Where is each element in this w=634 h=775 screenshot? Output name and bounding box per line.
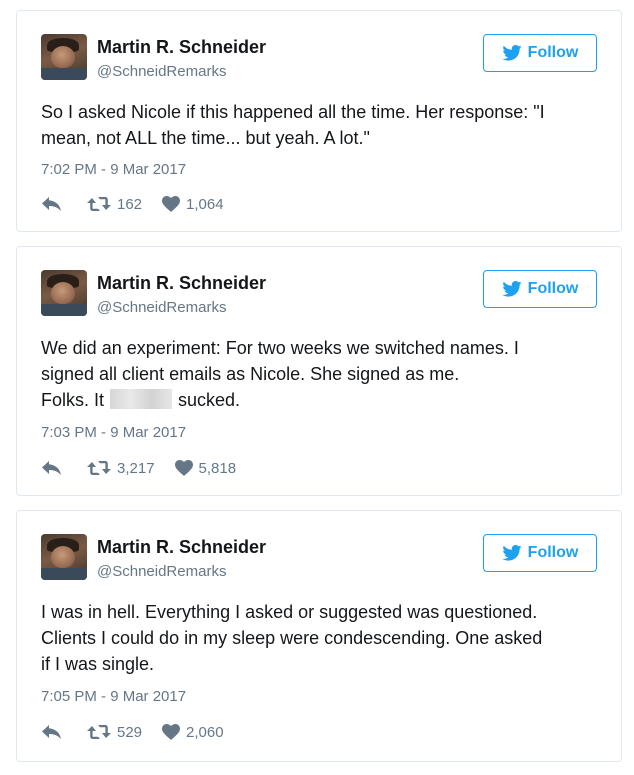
follow-button[interactable] — [483, 34, 597, 72]
follow-button[interactable] — [483, 270, 597, 308]
like-count: 5,818 — [198, 459, 237, 477]
retweet-count: 3,217 — [117, 459, 155, 477]
retweet-icon — [87, 723, 111, 741]
tweet-actions — [41, 721, 224, 743]
reply-icon[interactable] — [41, 723, 63, 741]
tweet-text-line: We did an experiment: For two weeks we switched names. I — [41, 338, 519, 358]
tweet-timestamp[interactable]: 7:03 PM - 9 Mar 2017 — [41, 424, 187, 441]
tweet-text-line — [41, 387, 601, 413]
follow-label: Follow — [527, 280, 579, 297]
avatar[interactable] — [41, 270, 87, 316]
retweet-button[interactable] — [87, 195, 142, 213]
tweet-text-line: I was in hell. Everything I asked or suggested was questioned. — [41, 602, 538, 622]
tweet-text-fragment: Folks. It — [41, 390, 105, 410]
censored-word-blur — [110, 389, 172, 409]
tweet-text — [41, 599, 601, 677]
reply-icon[interactable] — [41, 459, 63, 477]
tweet-actions — [41, 193, 224, 215]
like-count: 2,060 — [186, 723, 224, 741]
author-name[interactable]: Martin R. Schneider — [97, 537, 267, 557]
retweet-count: 529 — [117, 723, 143, 741]
tweet-card — [16, 246, 622, 496]
tweet-text-line: signed all client emails as Nicole. She signed as me. — [41, 364, 460, 384]
twitter-bird-icon — [502, 45, 522, 61]
avatar[interactable] — [41, 534, 87, 580]
retweet-count: 162 — [117, 195, 143, 213]
retweet-button[interactable] — [87, 723, 142, 741]
tweet-text-line: So I asked Nicole if this happened all the time. Her response: "I — [41, 102, 545, 122]
reply-icon[interactable] — [41, 195, 63, 213]
author-handle[interactable]: @SchneidRemarks — [97, 563, 227, 580]
tweet-text-line: if I was single. — [41, 654, 155, 674]
like-button[interactable] — [175, 460, 237, 477]
follow-button[interactable] — [483, 534, 597, 572]
retweet-icon — [87, 459, 111, 477]
twitter-bird-icon — [502, 281, 522, 297]
tweet-text-line: Clients I could do in my sleep were condescending. One asked — [41, 628, 543, 648]
tweet-actions — [41, 457, 236, 479]
tweet-text — [41, 99, 601, 151]
tweet-card — [16, 510, 622, 762]
avatar[interactable] — [41, 34, 87, 80]
like-button[interactable] — [162, 724, 224, 741]
tweet-timestamp[interactable]: 7:02 PM - 9 Mar 2017 — [41, 161, 187, 178]
retweet-icon — [87, 195, 111, 213]
follow-label: Follow — [527, 44, 579, 61]
tweet-text — [41, 335, 601, 413]
author-handle[interactable]: @SchneidRemarks — [97, 299, 227, 316]
twitter-bird-icon — [502, 545, 522, 561]
heart-icon — [162, 196, 180, 212]
tweet-timestamp[interactable]: 7:05 PM - 9 Mar 2017 — [41, 688, 187, 705]
tweet-text-line: mean, not ALL the time... but yeah. A lot." — [41, 128, 370, 148]
author-name[interactable]: Martin R. Schneider — [97, 273, 267, 293]
tweet-text-fragment: sucked. — [178, 390, 241, 410]
author-name[interactable]: Martin R. Schneider — [97, 37, 267, 57]
heart-icon — [175, 460, 193, 476]
tweet-card — [16, 10, 622, 232]
like-count: 1,064 — [186, 195, 224, 213]
heart-icon — [162, 724, 180, 740]
retweet-button[interactable] — [87, 459, 155, 477]
follow-label: Follow — [527, 544, 579, 561]
like-button[interactable] — [162, 196, 224, 213]
author-handle[interactable]: @SchneidRemarks — [97, 63, 227, 80]
